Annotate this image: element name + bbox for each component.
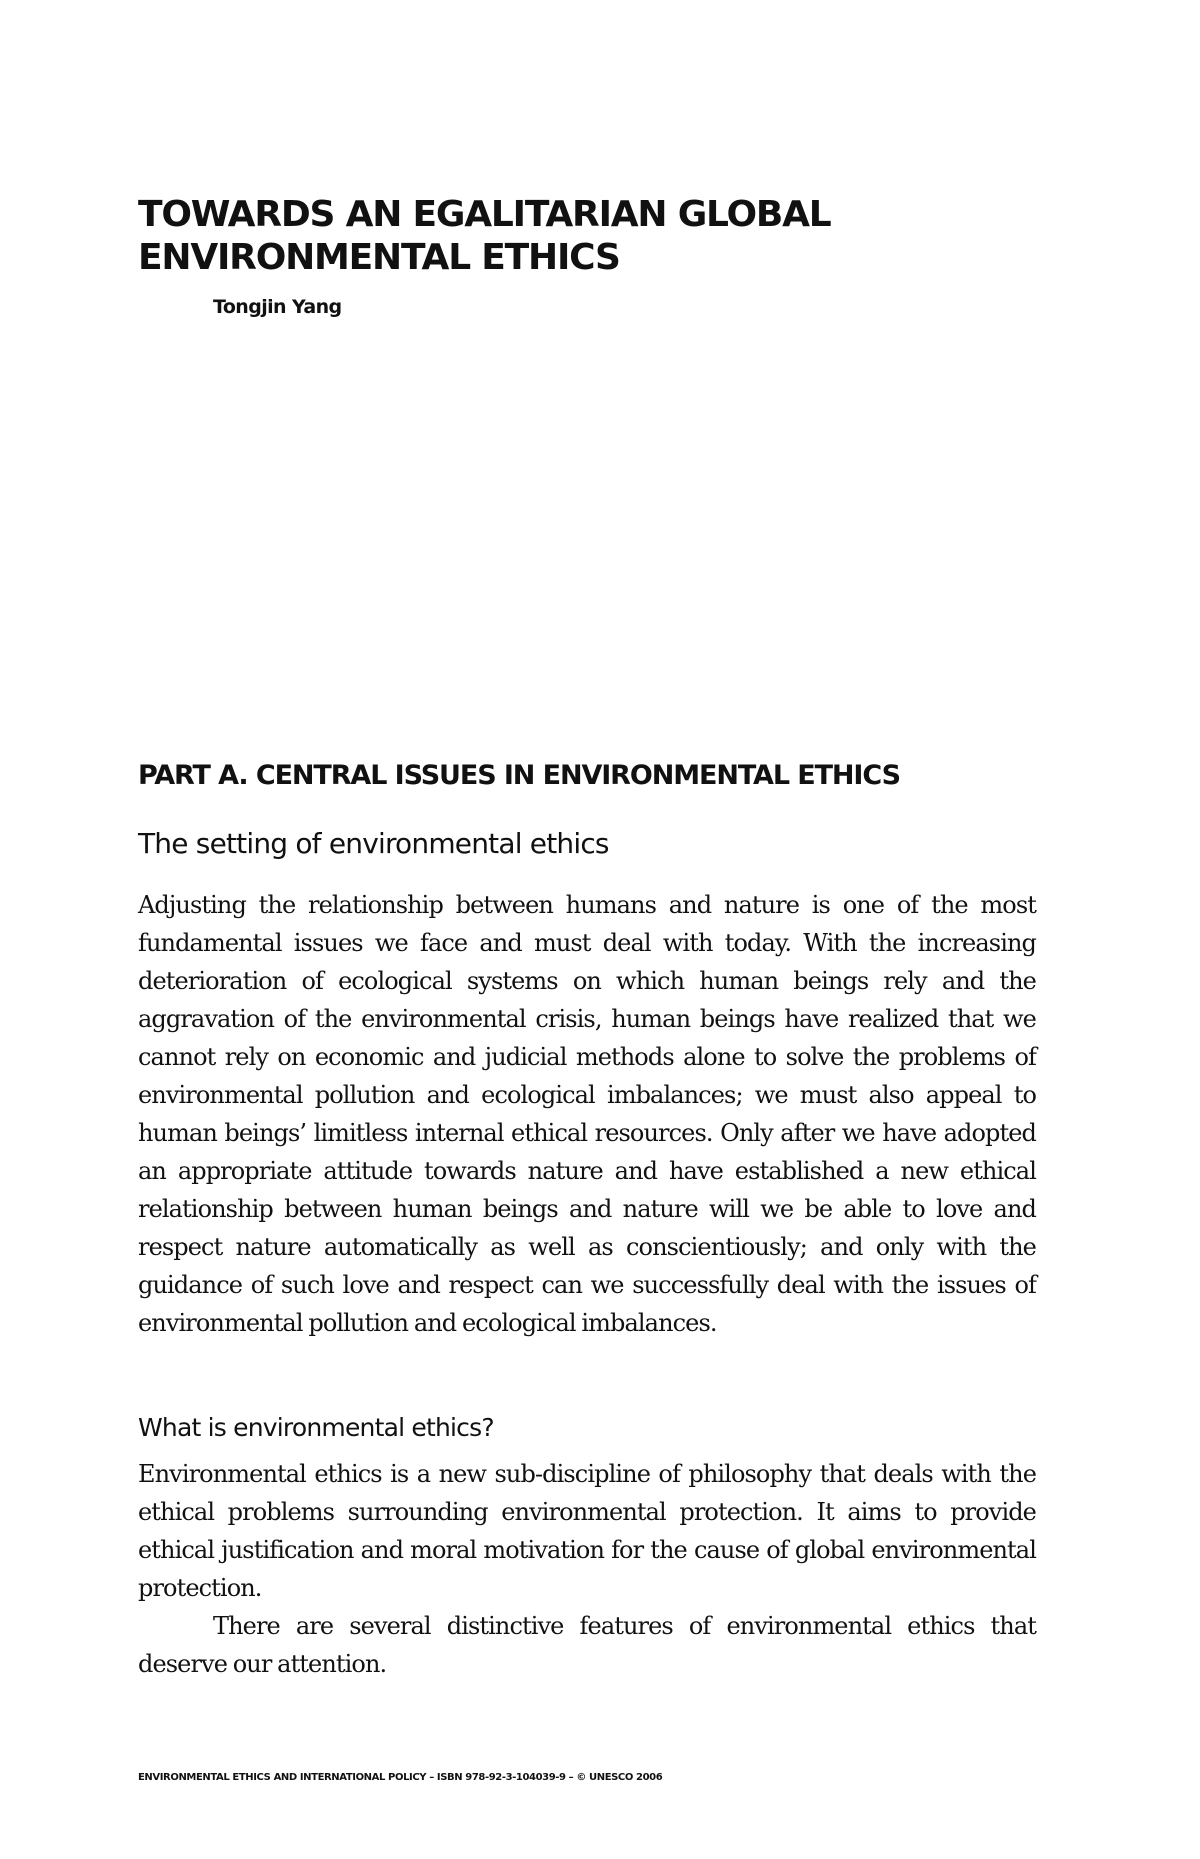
section-heading-what-is: What is environmental ethics? [138,1413,494,1442]
chapter-author: Tongjin Yang [213,296,342,318]
page-footer: ENVIRONMENTAL ETHICS AND INTERNATIONAL POLICY – ISBN 978-92-3-104039-9 – © UNESCO 2006 [138,1772,663,1783]
body-paragraph-features: There are several distinctive features of environmental ethics that deserve our attention. [138,1612,1036,1678]
body-paragraph-definition: Environmental ethics is a new sub-discipline of philosophy that deals with the ethical problems surrounding environmental protection. It aims to provide ethical justification and moral motivation for the cause of global environmental protection. [138,1460,1036,1602]
body-paragraph-setting: Adjusting the relationship between humans and nature is one of the most fundamental issues we face and must deal with today. With the increasing deterioration of ecological systems on which human beings rely and the aggravation of the environmental crisis, human beings have realized that we cannot rely on economic and judicial methods alone to solve the problems of environmental pollution and ecological imbalances; we must also appeal to human beings’ limitless internal ethical resources. Only after we have adopted an appropriate attitude towards nature and have established a new ethical relationship between human beings and nature will we be able to love and respect nature automatically as well as conscientiously; and only with the guidance of such love and respect can we successfully deal with the issues of environmental pollution and ecological imbalances. [138,891,1036,1337]
chapter-title [138,193,1038,279]
chapter-title-line-1: TOWARDS AN EGALITARIAN GLOBAL [138,194,831,235]
section-heading-setting: The setting of environmental ethics [138,827,609,860]
chapter-title-line-2: ENVIRONMENTAL ETHICS [138,237,620,278]
part-heading: PART A. CENTRAL ISSUES IN ENVIRONMENTAL ETHICS [138,760,900,791]
